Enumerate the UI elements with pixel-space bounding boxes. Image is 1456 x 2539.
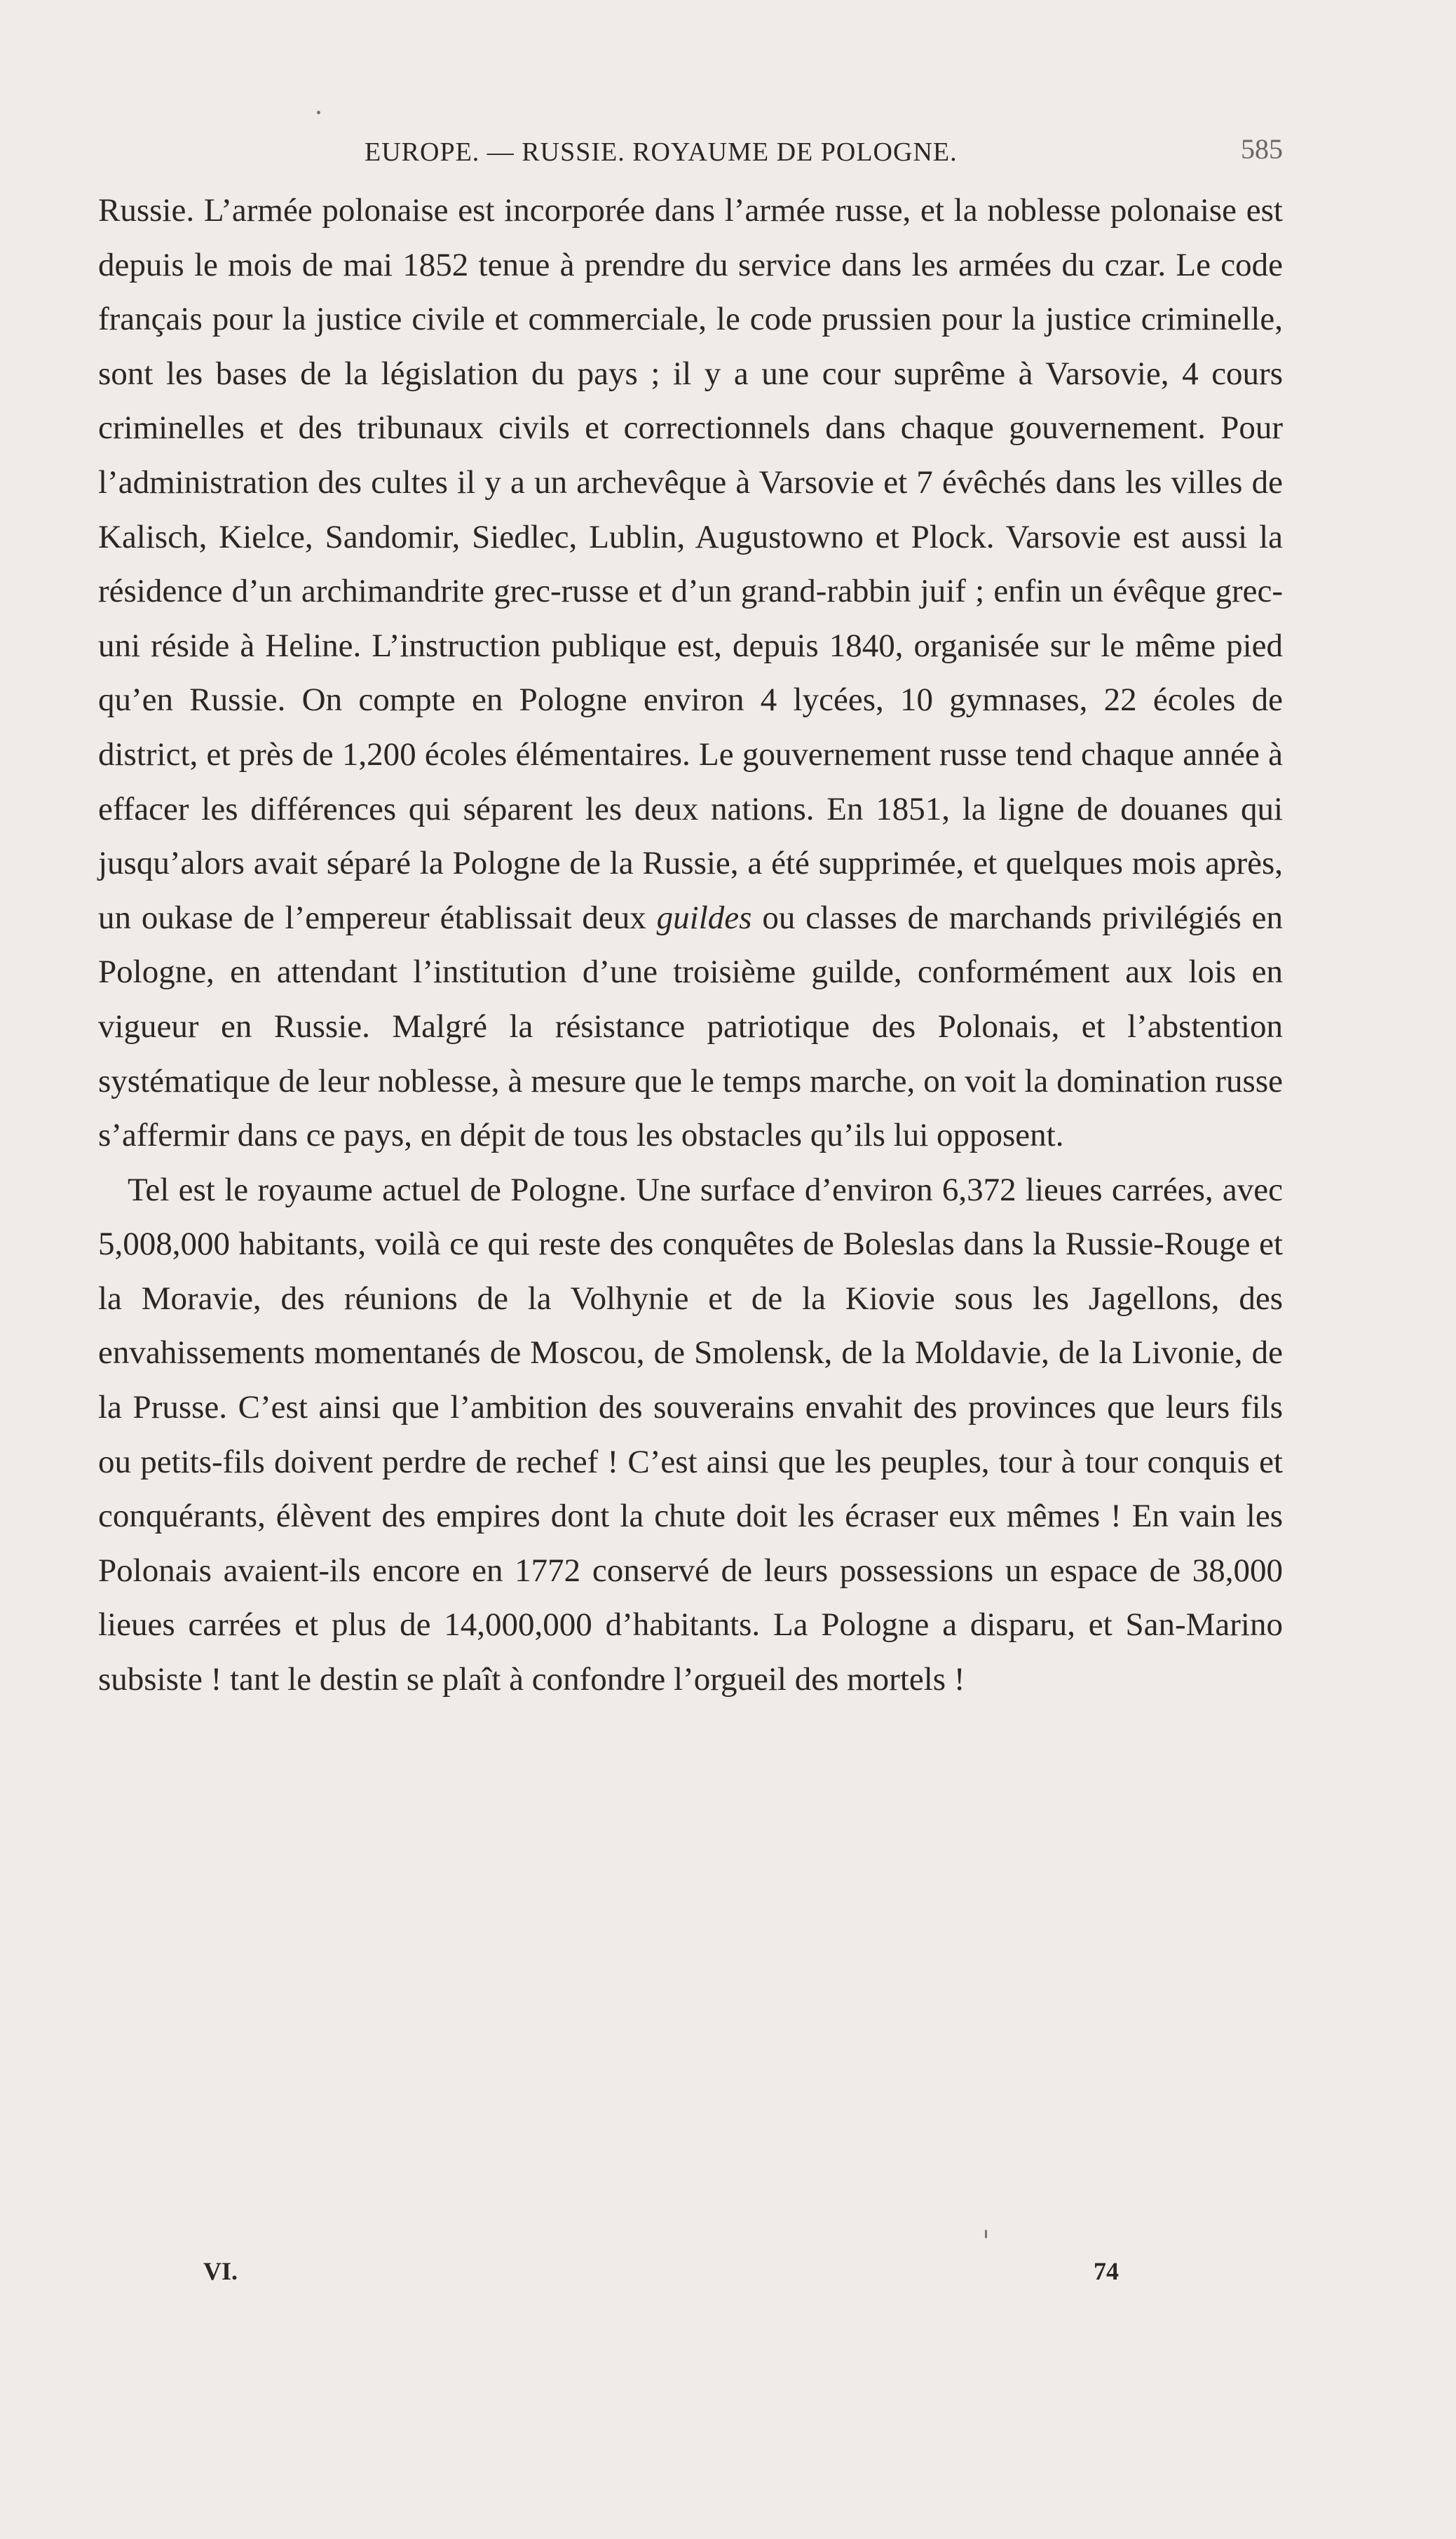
page-footer bbox=[0, 2256, 1456, 2298]
page-number: 585 bbox=[1241, 133, 1283, 165]
running-head: EUROPE. — RUSSIE. ROYAUME DE POLOGNE. bbox=[365, 137, 958, 167]
paragraph-2: Tel est le royaume actuel de Pologne. Une surface d’environ 6,372 lieues carrées, avec 5,008,000 habitants, voilà ce qui reste des conquêtes de Boleslas dans la Russie-Rouge et la Moravie, des réunions de la Volhynie et de la Kiovie sous les Jagellons, des envahissements momentanés de Moscou, de Smolensk, de la Moldavie, de la Livonie, de la Prusse. C’est ainsi que l’ambition des souverains envahit des provinces que leurs fils ou petits-fils doivent perdre de rechef ! C’est ainsi que les peuples, tour à tour conquis et conquérants, élèvent des empires dont la chute doit les écraser eux mêmes ! En vain les Polonais avaient-ils encore en 1772 conservé de leurs possessions un espace de 38,000 lieues carrées et plus de 14,000,000 d’habitants. La Pologne a disparu, et San-Marino subsiste ! tant le destin se plaît à confondre l’orgueil des mortels ! bbox=[98, 1171, 1283, 1698]
paragraph-1-continuation: ou classes de marchands privilégiés en Pologne, en attendant l’institution d’une troisième guilde, conformément aux lois en vigueur en Russie. Malgré la résistance patriotique des Polonais, et l’abstention systématique de leur noblesse, à mesure que le temps marche, on voit la domination russe s’affermir dans ce pays, en dépit de tous les obstacles qu’ils lui opposent. bbox=[98, 899, 1283, 1154]
volume-number: VI. bbox=[203, 2257, 238, 2285]
paragraph-1 bbox=[98, 184, 1283, 1163]
paper-speck bbox=[985, 2230, 987, 2238]
italic-term-guildes: guildes bbox=[656, 899, 752, 936]
paper-speck bbox=[317, 111, 320, 114]
paragraph-1-text: Russie. L’armée polonaise est incorporée dans l’armée russe, et la noblesse polonaise est depuis le mois de mai 1852 tenue à prendre du service dans les armées du czar. Le code français pour la justice civile et commerciale, le code prussien pour la justice criminelle, sont les bases de la législation du pays ; il y a une cour suprême à Varsovie, 4 cours criminelles et des tribunaux civils et correctionnels dans chaque gouvernement. Pour l’administration des cultes il y a un archevêque à Varsovie et 7 évêchés dans les villes de Kalisch, Kielce, Sandomir, Siedlec, Lublin, Augustowno et Plock. Varsovie est aussi la résidence d’un archimandrite grec-russe et d’un grand-rabbin juif ; enfin un évêque grec-uni réside à Heline. L’instruction publique est, depuis 1840, organisée sur le même pied qu’en Russie. On compte en Pologne environ 4 lycées, 10 gymnases, 22 écoles de district, et près de 1,200 écoles élémentaires. Le gouvernement russe tend chaque année à effacer les différences qui séparent les deux nations. En 1851, la ligne de douanes qui jusqu’alors avait séparé la Pologne de la Russie, a été supprimée, et quelques mois après, un oukase de l’empereur établissait deux bbox=[98, 192, 1283, 936]
page-header bbox=[98, 133, 1283, 179]
body-text bbox=[98, 184, 1283, 1707]
signature-number: 74 bbox=[1094, 2257, 1119, 2285]
